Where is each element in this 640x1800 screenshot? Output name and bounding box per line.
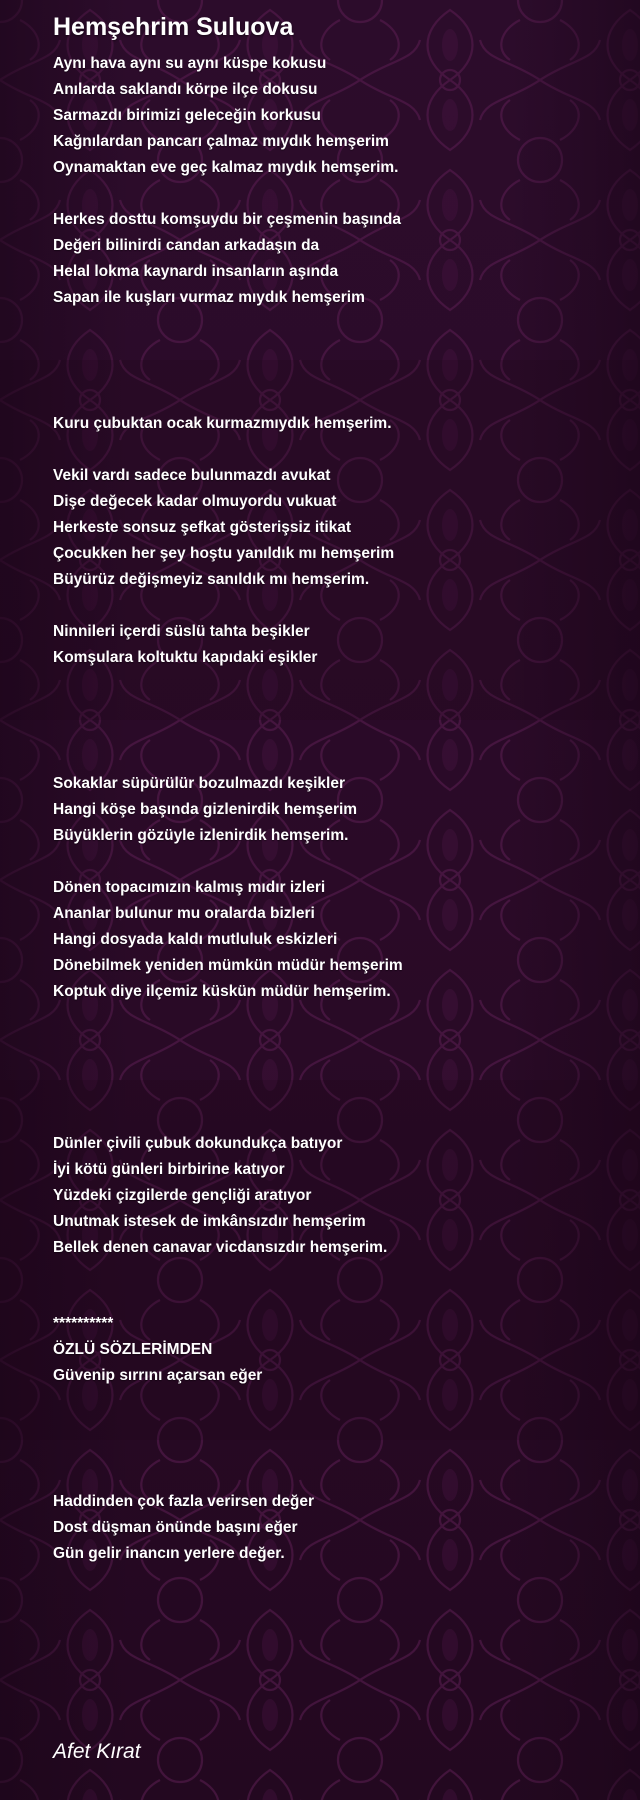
poem-line: Çocukken her şey hoştu yanıldık mı hemşerim [53, 545, 395, 562]
poem-line: Yüzdeki çizgilerde gençliği aratıyor [53, 1187, 312, 1204]
poem-line: Büyürüz değişmeyiz sanıldık mı hemşerim. [53, 571, 370, 588]
poem-line: Sapan ile kuşları vurmaz mıydık hemşerim [53, 289, 365, 306]
poem-line: Koptuk diye ilçemiz küskün müdür hemşerim. [53, 983, 391, 1000]
poem-line: Vekil vardı sadece bulunmazdı avukat [53, 467, 331, 484]
poem-line: ÖZLÜ SÖZLERİMDEN [53, 1341, 213, 1358]
poem-line: Büyüklerin gözüyle izlenirdik hemşerim. [53, 827, 349, 844]
poem-line: Aynı hava aynı su aynı küspe kokusu [53, 55, 327, 72]
poem-line: Hangi dosyada kaldı mutluluk eskizleri [53, 931, 338, 948]
poem-line: Sarmazdı birimizi geleceğin korkusu [53, 107, 321, 124]
poem-line: Güvenip sırrını açarsan eğer [53, 1367, 263, 1384]
poem-line: Kağnılardan pancarı çalmaz mıydık hemşerim [53, 133, 389, 150]
poem-author: Afet Kırat [53, 1740, 141, 1763]
poem-line: Komşulara koltuktu kapıdaki eşikler [53, 649, 318, 666]
poem-line: Anılarda saklandı körpe ilçe dokusu [53, 81, 318, 98]
poem-line: Kuru çubuktan ocak kurmazmıydık hemşerim. [53, 415, 392, 432]
poem-title: Hemşehrim Suluova [53, 13, 294, 41]
poem-line: Oynamaktan eve geç kalmaz mıydık hemşerim. [53, 159, 399, 176]
poem-line: Dönen topacımızın kalmış mıdır izleri [53, 879, 326, 896]
poem-line: Herkeste sonsuz şefkat gösterişsiz itikat [53, 519, 352, 536]
poem-line: Dost düşman önünde başını eğer [53, 1519, 298, 1536]
poem-line: Gün gelir inancın yerlere değer. [53, 1545, 285, 1562]
poem-line: İyi kötü günleri birbirine katıyor [53, 1161, 285, 1178]
poem-line: ********** [53, 1315, 114, 1332]
poem-line: Ananlar bulunur mu oralarda bizleri [53, 905, 315, 922]
poem-line: Sokaklar süpürülür bozulmazdı keşikler [53, 775, 346, 792]
poem-line: Ninnileri içerdi süslü tahta beşikler [53, 623, 310, 640]
poem-line: Helal lokma kaynardı insanların aşında [53, 263, 339, 280]
poem-line: Dünler çivili çubuk dokundukça batıyor [53, 1135, 343, 1152]
poem-line: Bellek denen canavar vicdansızdır hemşerim. [53, 1239, 388, 1256]
poem-line: Herkes dosttu komşuydu bir çeşmenin başında [53, 211, 401, 228]
poem-line: Haddinden çok fazla verirsen değer [53, 1493, 315, 1510]
poem-line: Değeri bilinirdi candan arkadaşın da [53, 237, 320, 254]
poem-line: Hangi köşe başında gizlenirdik hemşerim [53, 801, 358, 818]
poem-line: Dişe değecek kadar olmuyordu vukuat [53, 493, 337, 510]
poem-line: Unutmak istesek de imkânsızdır hemşerim [53, 1213, 366, 1230]
poem-line: Dönebilmek yeniden mümkün müdür hemşerim [53, 957, 403, 974]
